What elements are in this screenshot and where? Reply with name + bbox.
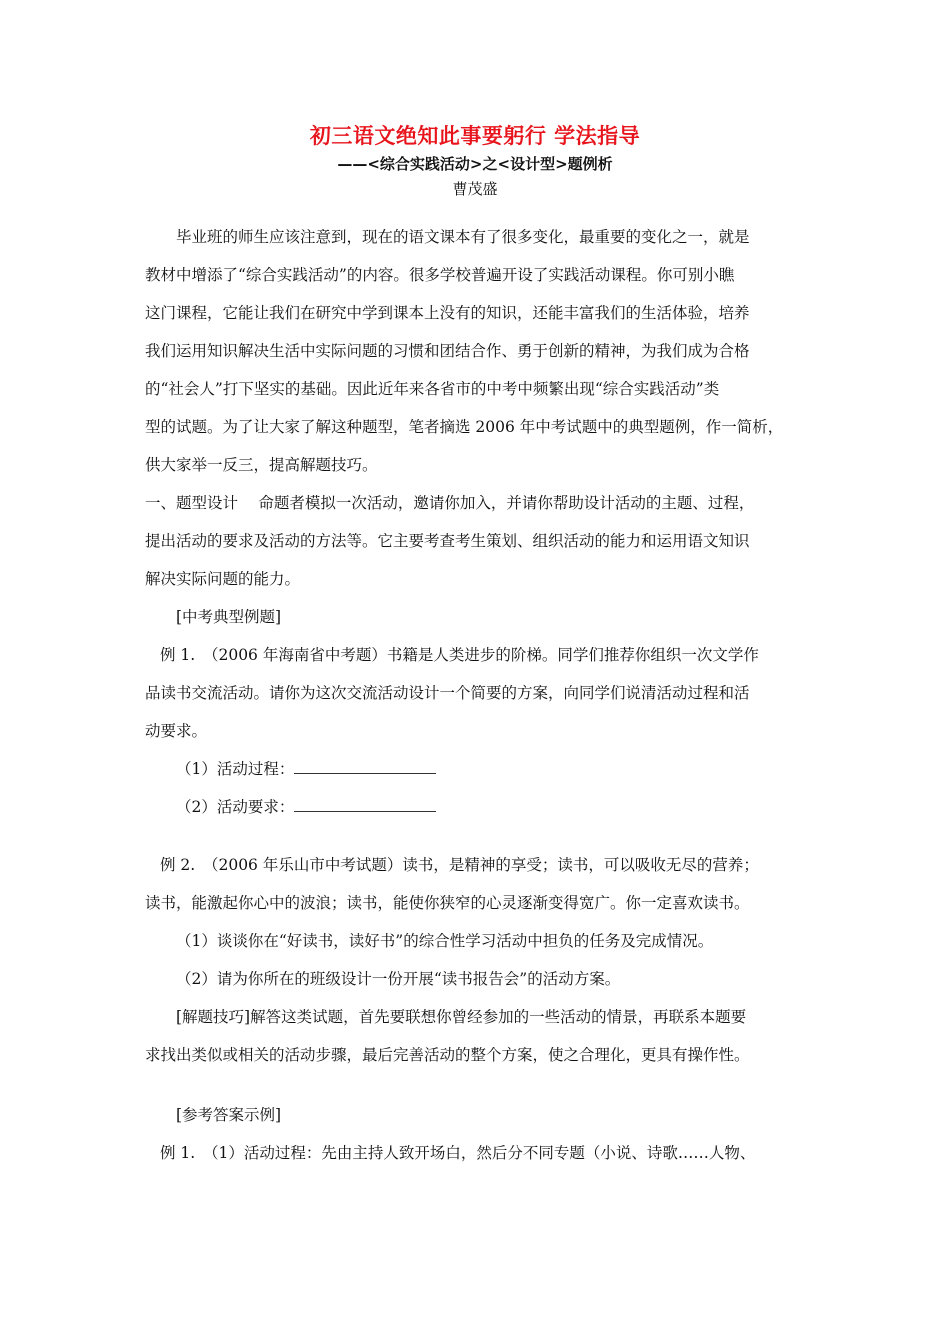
answer-example-line: 例 1. （1）活动过程：先由主持人致开场白，然后分不同专题（小说、诗歌……人物、 xyxy=(160,1144,756,1162)
question-item: （1）谈谈你在“好读书，读好书”的综合性学习活动中担负的任务及完成情况。 xyxy=(176,932,714,950)
answer-blank xyxy=(294,797,436,812)
example-line: 例 2. （2006 年乐山市中考试题）读书，是精神的享受；读书，可以吸收无尽的营养； xyxy=(160,856,759,874)
example-line: 读书，能激起你心中的波浪；读书，能使你狭窄的心灵逐渐变得宽广。你一定喜欢读书。 xyxy=(145,894,750,912)
author-name: 曹茂盛 xyxy=(452,180,498,198)
tip-line: 求找出类似或相关的活动步骤，最后完善活动的整个方案，使之合理化，更具有操作性。 xyxy=(145,1046,750,1064)
document-subtitle: ——<综合实践活动>之<设计型>题例析 xyxy=(337,155,613,173)
paragraph-line: 提出活动的要求及活动的方法等。它主要考查考生策划、组织活动的能力和运用语文知识 xyxy=(145,532,750,550)
document-title: 初三语文绝知此事要躬行 学法指导 xyxy=(309,124,641,148)
answer-item xyxy=(176,797,436,817)
paragraph-line: 教材中增添了“综合实践活动”的内容。很多学校普遍开设了实践活动课程。你可别小瞧 xyxy=(145,266,735,284)
paragraph-line: 供大家举一反三，提高解题技巧。 xyxy=(145,456,378,474)
section-label: [中考典型例题] xyxy=(176,608,282,626)
example-line: 动要求。 xyxy=(145,722,208,740)
answer-item xyxy=(176,759,436,779)
tip-line: [解题技巧]解答这类试题，首先要联想你曾经参加的一些活动的情景，再联系本题要 xyxy=(176,1008,747,1026)
paragraph-line: 这门课程，它能让我们在研究中学到课本上没有的知识，还能丰富我们的生活体验，培养 xyxy=(145,304,750,322)
paragraph-line: 型的试题。为了让大家了解这种题型，笔者摘选 2006 年中考试题中的典型题例，作一简析， xyxy=(145,418,784,436)
section-heading-line: 一、题型设计 命题者模拟一次活动，邀请你加入，并请你帮助设计活动的主题、过程， xyxy=(145,494,755,512)
section-label: [参考答案示例] xyxy=(176,1106,282,1124)
paragraph-line: 我们运用知识解决生活中实际问题的习惯和团结合作、勇于创新的精神，为我们成为合格 xyxy=(145,342,750,360)
example-line: 品读书交流活动。请你为这次交流活动设计一个简要的方案，向同学们说清活动过程和活 xyxy=(145,684,750,702)
answer-item-label: （2）活动要求： xyxy=(176,798,295,816)
paragraph-line: 解决实际问题的能力。 xyxy=(145,570,301,588)
question-item: （2）请为你所在的班级设计一份开展“读书报告会”的活动方案。 xyxy=(176,970,621,988)
answer-item-label: （1）活动过程： xyxy=(176,760,295,778)
answer-blank xyxy=(294,759,436,774)
example-line: 例 1. （2006 年海南省中考题）书籍是人类进步的阶梯。同学们推荐你组织一次文学作 xyxy=(160,646,759,664)
paragraph-line: 的“社会人”打下坚实的基础。因此近年来各省市的中考中频繁出现“综合实践活动”类 xyxy=(145,380,720,398)
paragraph-line: 毕业班的师生应该注意到，现在的语文课本有了很多变化，最重要的变化之一，就是 xyxy=(176,228,750,246)
